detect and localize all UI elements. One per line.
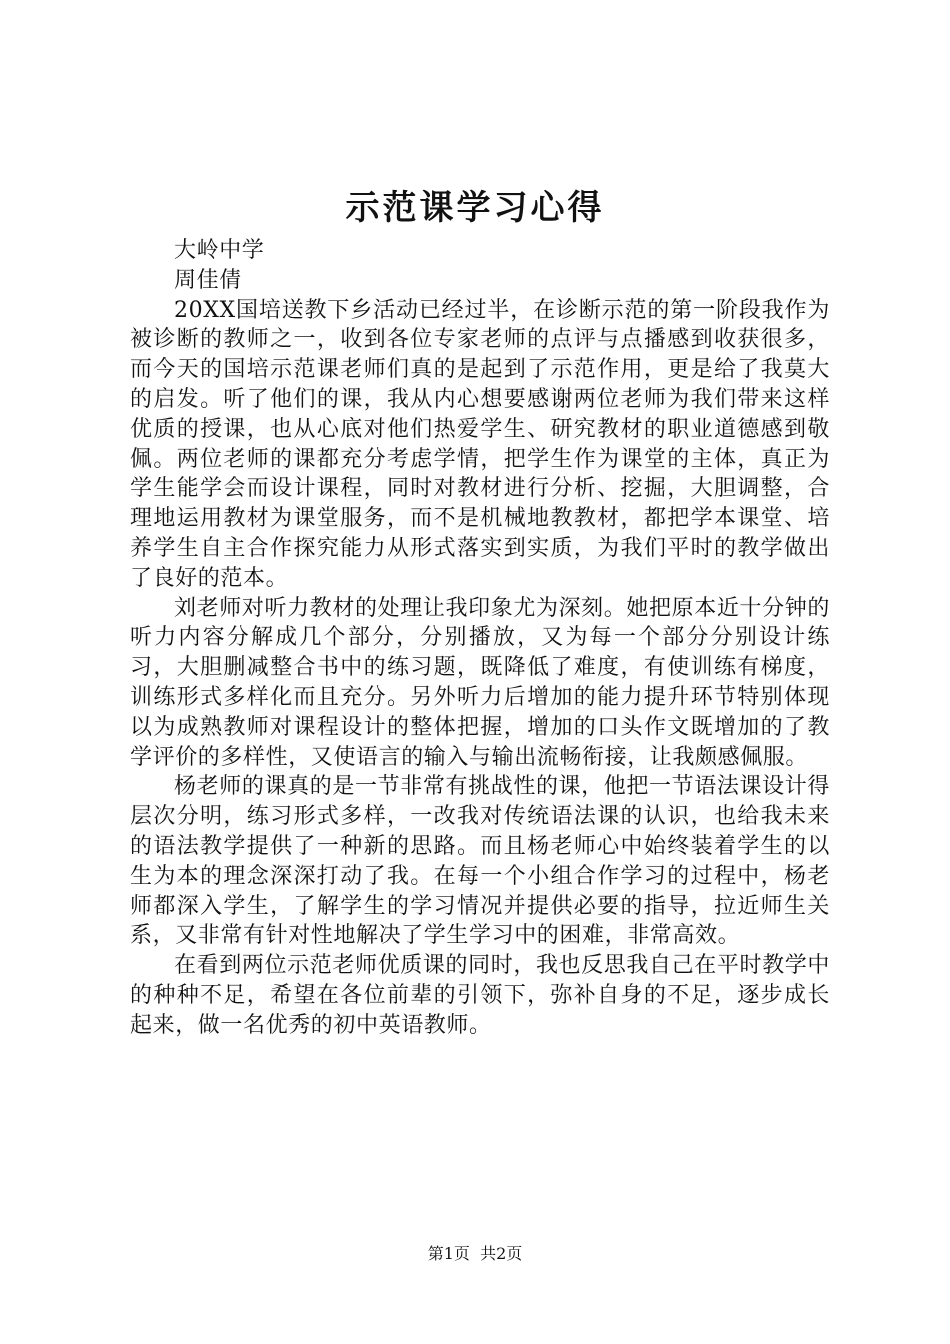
- paragraph: 在看到两位示范老师优质课的同时，我也反思我自己在平时教学中的种种不足，希望在各位前辈的引领下，弥补自身的不足，逐步成长起来，做一名优秀的初中英语教师。: [130, 953, 830, 1038]
- document-title: 示范课学习心得: [345, 188, 605, 228]
- school-name: 大岭中学: [174, 238, 265, 263]
- page-footer: [0, 1243, 950, 1265]
- document-body: [130, 236, 830, 1041]
- paragraph: 刘老师对听力教材的处理让我印象尤为深刻。她把原本近十分钟的听力内容分解成几个部分，分别播放，又为每一个部分分别设计练习，大胆删减整合书中的练习题，既降低了难度，有使训练有梯度，训练形式多样化而且充分。另外听力后增加的能力提升环节特别体现以为成熟教师对课程设计的整体把握，增加的口头作文既增加的了教学评价的多样性，又使语言的输入与输出流畅衔接，让我颇感佩服。: [130, 595, 830, 770]
- page-number: 第1页 共2页: [427, 1244, 523, 1263]
- paragraph: 杨老师的课真的是一节非常有挑战性的课，他把一节语法课设计得层次分明，练习形式多样，一改我对传统语法课的认识，也给我未来的语法教学提供了一种新的思路。而且杨老师心中始终装着学生的以生为本的理念深深打动了我。在每一个小组合作学习的过程中，杨老师都深入学生，了解学生的学习情况并提供必要的指导，拉近师生关系，又非常有针对性地解决了学生学习中的困难，非常高效。: [130, 774, 830, 949]
- author-name: 周佳倩: [174, 267, 242, 293]
- paragraph: 20XX国培送教下乡活动已经过半，在诊断示范的第一阶段我作为被诊断的教师之一，收到各位专家老师的点评与点播感到收获很多，而今天的国培示范课老师们真的是起到了示范作用，更是给了我莫大的启发。听了他们的课，我从内心想要感谢两位老师为我们带来这样优质的授课，也从心底对他们热爱学生、研究教材的职业道德感到敬佩。两位老师的课都充分考虑学情，把学生作为课堂的主体，真正为学生能学会而设计课程，同时对教材进行分析、挖掘，大胆调整，合理地运用教材为课堂服务，而不是机械地教教材，都把学本课堂、培养学生自主合作探究能力从形式落实到实质，为我们平时的教学做出了良好的范本。: [130, 297, 830, 591]
